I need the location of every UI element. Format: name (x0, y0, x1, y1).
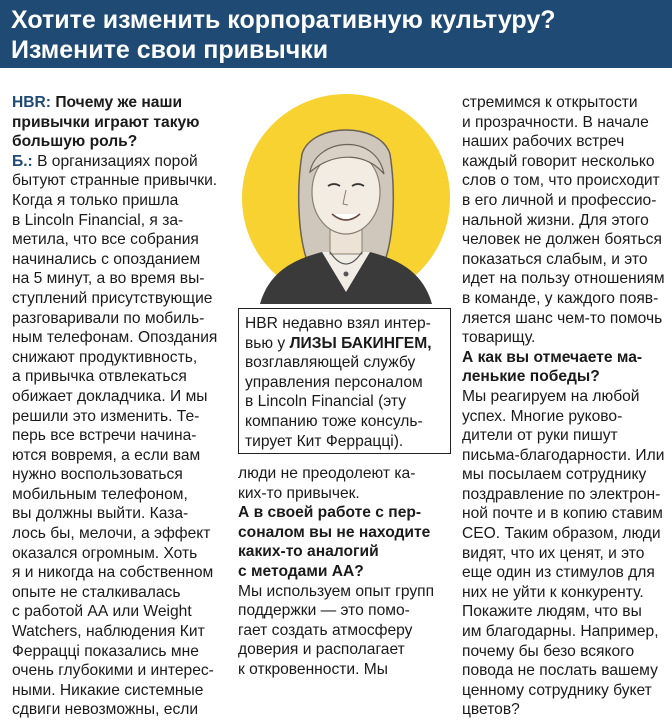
column-1 (12, 93, 217, 720)
answer-2-continued (462, 93, 665, 348)
answer-line: стремимся к открытости (462, 94, 638, 111)
answer-line: решили это изменить. Те- (12, 407, 200, 425)
answer-line: ценному сотруднику букет (462, 681, 652, 699)
column-3 (462, 93, 665, 720)
answer-line: я и никогда на собственном (12, 564, 214, 582)
answer-line: Покажите людям, что вы (462, 603, 642, 621)
answer-line: цветов? (462, 701, 520, 719)
answer-line: ными. Никакие системные (12, 681, 204, 699)
caption-line: возглавляющей службу (245, 354, 416, 372)
answer-line: опыте не сталкивалась (12, 583, 181, 601)
answer-3 (462, 387, 665, 720)
answer-line: люди не преодолеют ка- (238, 465, 416, 482)
answer-line: к откровенности. Мы (238, 660, 388, 678)
answer-line: человек не должен бояться (462, 231, 662, 249)
answer-line: них не уйти к конкуренту. (462, 583, 644, 601)
answer-line: Watchers, наблюдения Кит (12, 623, 205, 641)
caption-line: управления персоналом (245, 373, 423, 391)
answer-line: снижают продуктивность, (12, 348, 198, 366)
answer-line: начинались с опозданием (12, 250, 201, 268)
question-line: А в своей работе с пер- (238, 504, 422, 522)
answer-line: поздравление по электрон- (462, 485, 661, 503)
answer-line: на 5 минут, а во время вы- (12, 270, 205, 288)
article-header (0, 0, 672, 68)
answer-line: наших рабочих встреч (462, 133, 625, 151)
answer-line: каждый говорит несколько (462, 152, 655, 170)
answer-line: поддержки — это помо- (238, 602, 410, 620)
answer-line: в его личной и профессио- (462, 191, 657, 209)
answer-line: Мы используем опыт групп (238, 582, 435, 600)
answer-2 (238, 582, 434, 680)
portrait-photo (240, 92, 452, 304)
answer-line: нужно воспользоваться (12, 466, 183, 484)
answer-line: лось бы, мелочи, а эффект (12, 525, 211, 543)
answer-line: ступлений присутствующие (12, 289, 213, 307)
answer-line: обижает докладчика. И мы (12, 387, 208, 405)
answer-line: почему бы безо всякого (462, 642, 635, 660)
answer-line: ких-то привычек. (238, 484, 360, 502)
answer-line: мобильным телефоном, (12, 485, 188, 503)
interview-caption (238, 308, 451, 454)
headline-line-2: Измените свои привычки (11, 36, 329, 64)
answer-line: видят, что их ценят, и это (462, 544, 645, 562)
answer-line: в команде, у каждого появ- (462, 289, 659, 307)
answer-line: Когда я только пришла (12, 191, 179, 209)
caption-body (245, 353, 432, 451)
answer-line: показаться слабым, и это (462, 250, 648, 268)
answer-line: ным телефонам. Опоздания (12, 329, 218, 347)
answer-line: и прозрачности. В начале (462, 113, 649, 131)
question-1-line: HBR: Почему же наши (12, 94, 183, 111)
question-1-line: большую роль? (12, 133, 138, 151)
question-line: ленькие победы? (462, 368, 600, 386)
answer-line: с работой АА или Weight (12, 603, 192, 621)
answer-line: Мы реагируем на любой (462, 387, 640, 405)
answer-line: успех. Многие руково- (462, 407, 623, 425)
answer-1-body (12, 171, 217, 720)
question-line: каких-то аналогий (238, 543, 379, 561)
headline-line-1: Хотите изменить корпоративную культуру? (11, 6, 556, 34)
answer-line: повода не послать вашему (462, 662, 658, 680)
answer-line: сдвиги невозможны, если (12, 701, 199, 719)
answer-line: слов о том, что происходит (462, 172, 660, 190)
answer-line: доверия и располагает (238, 641, 405, 659)
answer-line: ются вовремя, а если вам (12, 446, 201, 464)
answer-line: разговаривали по мобиль- (12, 309, 205, 327)
answer-line: ляется шанс чем-то помочь (462, 309, 663, 327)
caption-line: в Lincoln Financial (эту (245, 393, 407, 411)
answer-line: товарищу. (462, 329, 536, 347)
answer-line: идет на пользу отношениям (462, 270, 665, 288)
answer-line: нальной жизни. Для этого (462, 211, 649, 229)
question-2 (238, 503, 434, 581)
answer-line: метила, что все собрания (12, 231, 199, 249)
answer-line: мы посылаем сотруднику (462, 466, 647, 484)
answer-line: перь все встречи начина- (12, 427, 197, 445)
column-2 (238, 464, 434, 680)
interviewee-name: ЛИЗЫ БАКИНГЕМ, (289, 334, 432, 352)
answer-line: бытуют странные привычки. (12, 172, 218, 190)
answer-line: им благодарны. Например, (462, 623, 659, 641)
question-line: соналом вы не находите (238, 523, 431, 541)
answer-line: дители от руки пишут (462, 427, 618, 445)
answer-line: в Lincoln Financial, я за- (12, 211, 184, 229)
caption-line: вью у ЛИЗЫ БАКИНГЕМ, (245, 334, 432, 352)
answer-line: еще один из стимулов для (462, 564, 655, 582)
question-3 (462, 348, 665, 387)
question-line: А как вы отмечаете ма- (462, 348, 643, 366)
answer-line: очень глубокими и интерес- (12, 662, 214, 680)
answer-line: письма-благодарности. Или (462, 446, 665, 464)
answer-line: гает создать атмосферу (238, 621, 413, 639)
question-line: с методами АА? (238, 562, 364, 580)
answer-line: ной почте и в копию ставим (462, 505, 663, 523)
answer-line: а привычка отвлекаться (12, 368, 187, 386)
answer-line: оказался огромным. Хоть (12, 544, 198, 562)
caption-line: компанию тоже консуль- (245, 412, 423, 430)
answer-line: вы должны выйти. Каза- (12, 505, 189, 523)
answer-1-line: Б.: В организациях порой (12, 152, 198, 170)
caption-line: тирует Кит Ферраццi). (245, 432, 404, 450)
question-1-line: привычки играют такую (12, 113, 200, 131)
answer-line: Ферраццi показались мне (12, 642, 199, 660)
answer-1-continued (238, 464, 434, 503)
caption-line: HBR недавно взял интер- (245, 315, 431, 332)
answer-line: CEO. Таким образом, люди (462, 525, 661, 543)
